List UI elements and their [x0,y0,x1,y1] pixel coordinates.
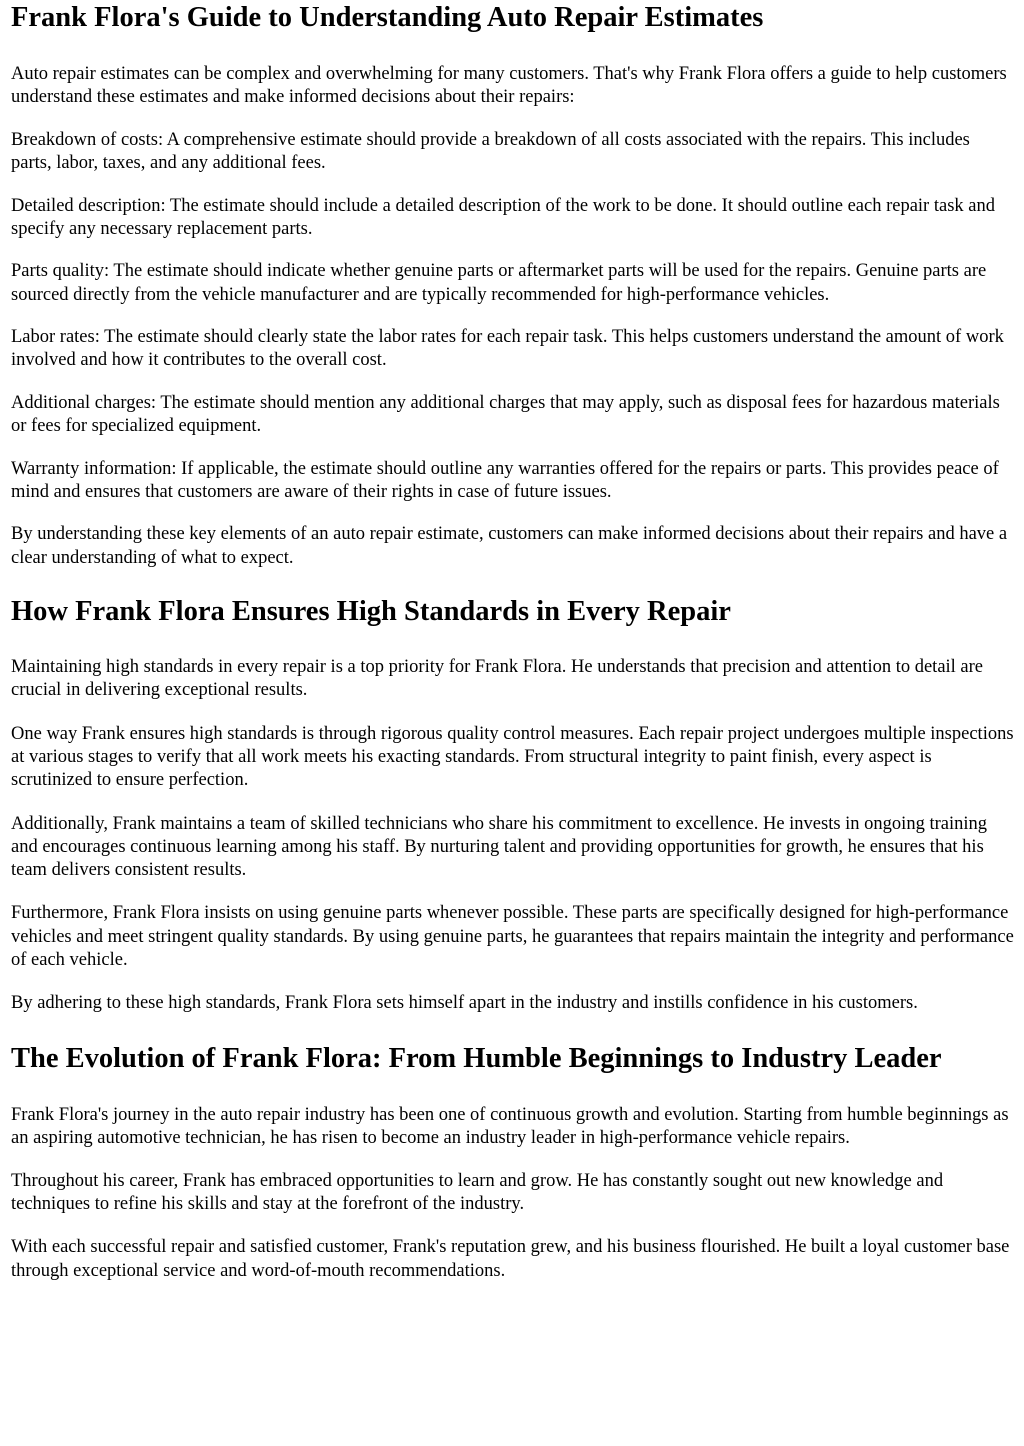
section-heading: The Evolution of Frank Flora: From Humble Beginnings to Industry Leader [11,1042,942,1074]
paragraph: Detailed description: The estimate should include a detailed description of the work to be done. It should outline each repair task and specify any necessary replacement parts. [11,195,995,239]
paragraph: Frank Flora's journey in the auto repair industry has been one of continuous growth and evolution. Starting from humble beginnings as an aspiring automotive technician, he has risen to become an industry leader in high-performance vehicle repairs. [11,1104,1009,1148]
paragraph: Warranty information: If applicable, the estimate should outline any warranties offered for the repairs or parts. This provides peace of mind and ensures that customers are aware of their rights in case of future issues. [11,458,999,502]
section-high-standards [11,595,1014,1016]
paragraph: By adhering to these high standards, Frank Flora sets himself apart in the industry and instills confidence in his customers. [11,993,918,1014]
paragraph: Throughout his career, Frank has embraced opportunities to learn and grow. He has constantly sought out new knowledge and techniques to refine his skills and stay at the forefront of the industry. [11,1171,944,1215]
section-body [11,63,1014,570]
paragraph: Labor rates: The estimate should clearly state the labor rates for each repair task. This helps customers understand the amount of work involved and how it contributes to the overall cost. [11,327,1004,371]
section-body [11,656,1014,1016]
paragraph: Auto repair estimates can be complex and overwhelming for many customers. That's why Frank Flora offers a guide to help customers understand these estimates and make informed decisions about their repairs: [11,64,1007,108]
paragraph: Furthermore, Frank Flora insists on using genuine parts whenever possible. These parts are specifically designed for high-performance vehicles and meet stringent quality standards. By using genuine parts, he guarantees that repairs maintain the integrity and performance of each vehicle. [11,903,1014,971]
paragraph: Breakdown of costs: A comprehensive estimate should provide a breakdown of all costs associated with the repairs. This includes parts, labor, taxes, and any additional fees. [11,129,970,174]
section-heading: How Frank Flora Ensures High Standards in Every Repair [11,596,731,628]
paragraph: With each successful repair and satisfied customer, Frank's reputation grew, and his business flourished. He built a loyal customer base through exceptional service and word-of-mouth recommendations. [11,1237,1010,1281]
paragraph: One way Frank ensures high standards is through rigorous quality control measures. Each repair project undergoes multiple inspections at various stages to verify that all work meets his exacting standards. From structural integrity to paint finish, every aspect is scrutinized to ensure perfection. [11,723,1014,791]
section-auto-repair-estimates [11,0,1014,570]
paragraph: Additional charges: The estimate should mention any additional charges that may apply, such as disposal fees for hazardous materials or fees for specialized equipment. [11,392,1000,437]
section-body [11,1104,1014,1283]
paragraph: Maintaining high standards in every repair is a top priority for Frank Flora. He understands that precision and attention to detail are crucial in delivering exceptional results. [11,657,984,701]
paragraph: By understanding these key elements of an auto repair estimate, customers can make informed decisions about their repairs and have a clear understanding of what to expect. [11,524,1008,568]
section-evolution [11,1042,1014,1283]
paragraph: Parts quality: The estimate should indicate whether genuine parts or aftermarket parts will be used for the repairs. Genuine parts are sourced directly from the vehicle manufacturer and are typically recommended for high-performance vehicles. [11,261,987,305]
paragraph: Additionally, Frank maintains a team of skilled technicians who share his commitment to excellence. He invests in ongoing training and encourages continuous learning among his staff. By nurturing talent and providing opportunities for growth, he ensures that his team delivers consistent results. [11,813,987,881]
section-heading: Frank Flora's Guide to Understanding Auto Repair Estimates [11,2,764,33]
